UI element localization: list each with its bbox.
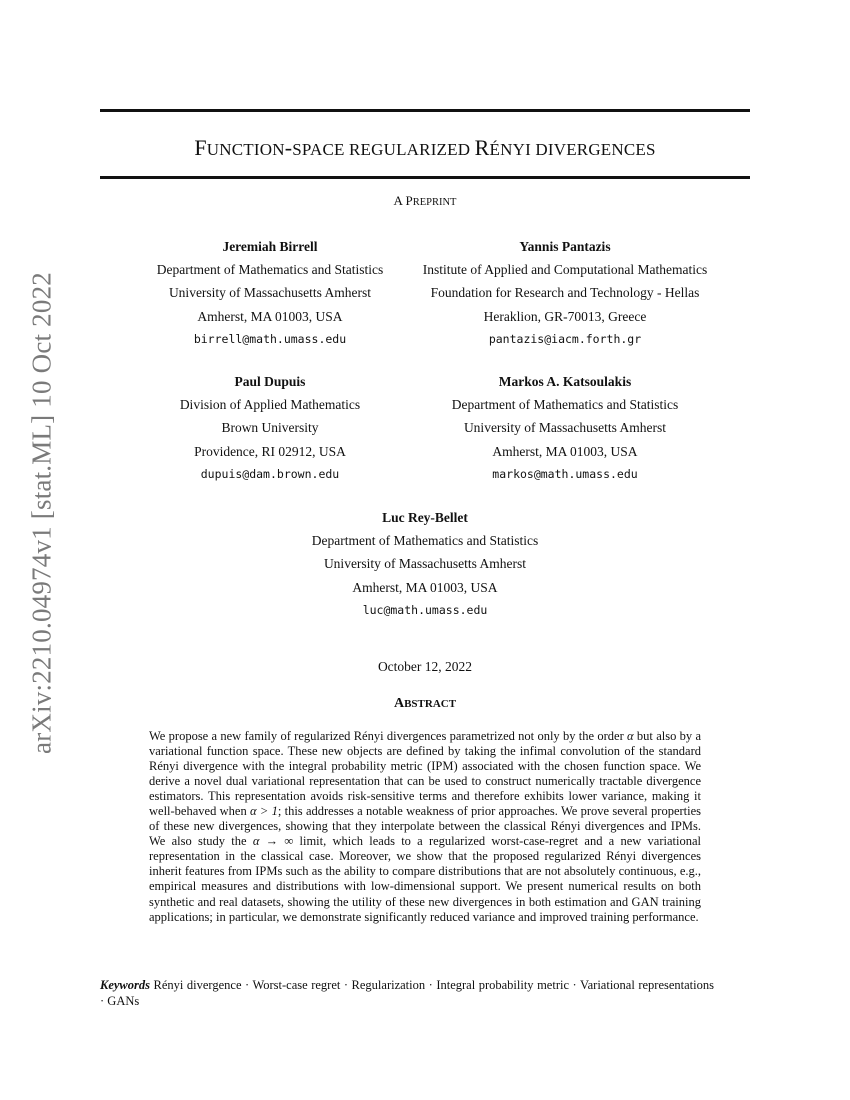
math-alpha: α [627, 729, 634, 743]
author-address: Amherst, MA 01003, USA [352, 579, 498, 595]
preprint-label: A PREPRINT [393, 193, 457, 208]
author-email[interactable]: luc@math.umass.edu [362, 602, 488, 617]
author-block [410, 235, 720, 351]
author-address: Amherst, MA 01003, USA [197, 308, 343, 324]
author-affiliation: Department of Mathematics and Statistics [451, 397, 679, 413]
author-name: Yannis Pantazis [519, 239, 611, 254]
author-name: Markos A. Katsoulakis [498, 374, 632, 389]
paper-title: FUNCTION-SPACE REGULARIZED RÉNYI DIVERGENCES [194, 135, 656, 160]
author-affiliation: Institute of Applied and Computational Mathematics [422, 262, 708, 278]
author-email[interactable]: markos@math.umass.edu [492, 466, 638, 481]
math-alpha-gt-1: α > 1 [250, 804, 278, 819]
author-name: Luc Rey-Bellet [382, 510, 468, 525]
author-email[interactable]: birrell@math.umass.edu [193, 331, 347, 346]
author-affiliation: Brown University [221, 420, 319, 436]
keywords-label: Keywords [100, 978, 150, 992]
author-affiliation: Department of Mathematics and Statistics [156, 262, 384, 278]
author-affiliation: Division of Applied Mathematics [179, 397, 361, 413]
keywords-section [100, 977, 714, 1009]
math-alpha-to-infinity: α → ∞ [252, 834, 294, 849]
author-block [410, 370, 720, 486]
author-affiliation: Foundation for Research and Technology - Hellas [430, 285, 700, 301]
author-address: Heraklion, GR-70013, Greece [483, 308, 647, 324]
author-block [270, 506, 580, 622]
arxiv-id-text: arXiv:2210.04974v1 [stat.ML] 10 Oct 2022 [26, 272, 57, 754]
author-name: Jeremiah Birrell [222, 239, 318, 254]
author-block [115, 370, 425, 486]
title-rule-bottom [100, 176, 750, 179]
abstract-body: We propose a new family of regularized Rényi divergences parametrized not only by the order α but also by a variational function space. These new objects are defined by taking the infimal convolution of the standard Rényi divergence with the integral probability metric (IPM) associated with the chosen function space. We derive a novel dual variational representation that can be used to construct numerically tractable divergence estimators. This representation avoids risk-sensitive terms and therefore exhibits lower variance, making it well-behaved when α > 1; this addresses a notable weakness of prior approaches. We prove several properties of these new divergences, showing that they interpolate between the classical Rényi divergences and IPMs. We also study the α → ∞ limit, which leads to a regularized worst-case-regret and a new variational representation in the classical case. Moreover, we show that the proposed regularized Rényi divergences inherit features from IPMs such as the ability to compare distributions that are not absolutely continuous, e.g., empirical measures and distributions with low-dimensional support. We present numerical results on both synthetic and real datasets, showing the utility of these new divergences in both estimation and GAN training applications; in particular, we demonstrate significantly reduced variance and improved training performance. [149, 729, 702, 924]
author-name: Paul Dupuis [234, 374, 306, 389]
paper-date: October 12, 2022 [377, 659, 473, 674]
author-affiliation: University of Massachusetts Amherst [463, 420, 667, 436]
author-email[interactable]: pantazis@iacm.forth.gr [488, 331, 642, 346]
keywords-list: Rényi divergence · Worst-case regret · Regularization · Integral probability metric · Variational representations · GANs [100, 978, 714, 1008]
title-rule-top [100, 109, 750, 112]
author-affiliation: University of Massachusetts Amherst [168, 285, 372, 301]
author-email[interactable]: dupuis@dam.brown.edu [200, 466, 340, 481]
author-address: Amherst, MA 01003, USA [492, 443, 638, 459]
author-affiliation: University of Massachusetts Amherst [323, 556, 527, 572]
author-address: Providence, RI 02912, USA [194, 443, 346, 459]
arxiv-side-stamp [22, 262, 62, 764]
author-block [115, 235, 425, 351]
author-affiliation: Department of Mathematics and Statistics [311, 533, 539, 549]
abstract-heading: ABSTRACT [393, 696, 457, 711]
